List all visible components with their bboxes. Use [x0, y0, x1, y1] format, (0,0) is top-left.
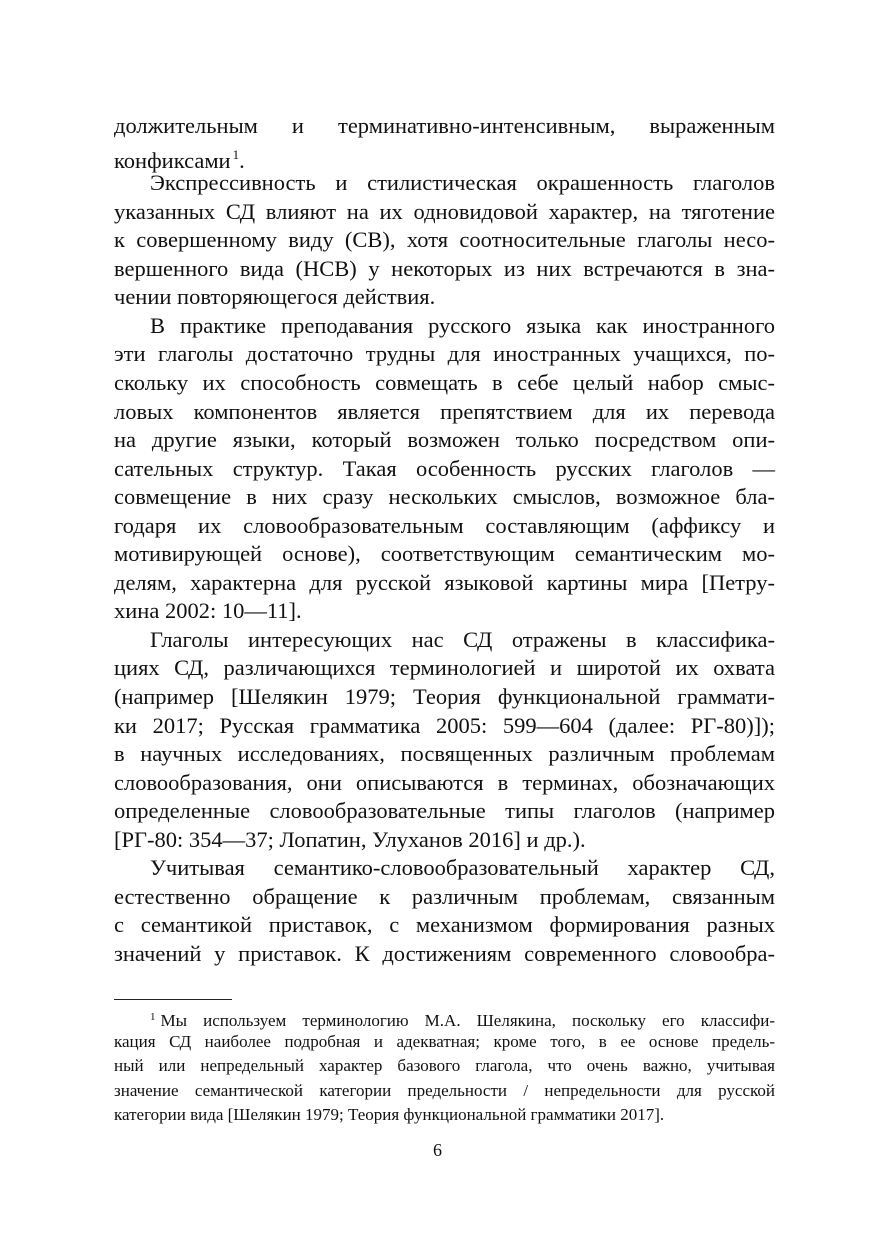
text-line: ки 2017; Русская грамматика 2005: 599—604 (далее: РГ-80)]); — [114, 712, 775, 738]
text-line: сательных структур. Такая особенность русских глаголов — — [114, 455, 775, 481]
text-line: вершенного вида (НСВ) у некоторых из них встречаются в зна- — [114, 255, 775, 281]
text-line: с семантикой приставок, с механизмом формирования разных — [114, 912, 775, 938]
footnote-marker: 1 — [150, 1011, 156, 1023]
text-line: на другие языки, который возможен только посредством опи- — [114, 427, 775, 453]
text-line: скольку их способность совмещать в себе целый набор смыс- — [114, 369, 775, 395]
text-line: хина 2002: 10—11]. — [114, 598, 302, 624]
footnote-line: ный или непредельный характер базового глагола, что очень важно, учитывая — [114, 1056, 775, 1076]
text-line: годаря их словообразовательным составляющим (аффиксу и — [114, 512, 775, 538]
text-line: определенные словообразовательные типы глаголов (например — [114, 798, 775, 824]
footnote-reference[interactable]: 1 — [232, 146, 240, 162]
text-line: в научных исследованиях, посвященных различным проблемам — [114, 741, 775, 767]
footnote-line: значение семантической категории предельности / непредельности для русской — [114, 1080, 775, 1100]
text-line: конфиксами $^1$. — [114, 146, 245, 173]
text-line: совмещение в них сразу нескольких смыслов, возможное бла- — [114, 484, 775, 510]
text-line: Учитывая семантико-словообразовательный характер СД, — [150, 855, 775, 881]
text-line: эти глаголы достаточно трудны для иностранных учащихся, по- — [114, 341, 775, 367]
footnote-line: категории вида [Шелякин 1979; Теория функциональной грамматики 2017]. — [114, 1105, 665, 1125]
text-line: (например [Шелякин 1979; Теория функциональной граммати- — [114, 684, 775, 709]
text-line: Экспрессивность и стилистическая окрашенность глаголов — [150, 170, 775, 196]
text-line: циях СД, различающихся терминологией и широтой их охвата — [114, 655, 775, 681]
text-line: [РГ-80: 354—37; Лопатин, Улуханов 2016] и др.). — [114, 826, 586, 852]
text-line: естественно обращение к различным проблемам, связанным — [114, 883, 775, 909]
footnote-line: $^1$ Мы используем терминологию М.А. Шелякина, поскольку его классифи- — [150, 1011, 775, 1030]
text-line: словообразования, они описываются в терминах, обозначающих — [114, 769, 775, 795]
text-line: должительным и терминативно-интенсивным, выраженным — [114, 113, 775, 138]
text-line: ловых компонентов является препятствием для их перевода — [114, 398, 775, 424]
text-line: делям, характерна для русской языковой картины мира [Петру- — [114, 569, 775, 595]
text-line: к совершенному виду (СВ), хотя соотносительные глаголы несо- — [114, 227, 775, 253]
text-line: В практике преподавания русского языка как иностранного — [150, 312, 775, 338]
text-line: Глаголы интересующих нас СД отражены в классифика- — [150, 626, 775, 652]
footnote-separator — [114, 999, 232, 1000]
text-line: чении повторяющегося действия. — [114, 284, 436, 310]
text-line: значений у приставок. К достижениям современного словообра- — [114, 940, 775, 966]
text-line: мотивирующей основе), соответствующим семантическим мо- — [114, 541, 775, 567]
text-line: указанных СД влияют на их одновидовой характер, на тяготение — [114, 198, 775, 224]
page-number: 6 — [433, 1140, 442, 1160]
footnote-line: кация СД наиболее подробная и адекватная; кроме того, в ее основе предель- — [114, 1031, 775, 1051]
